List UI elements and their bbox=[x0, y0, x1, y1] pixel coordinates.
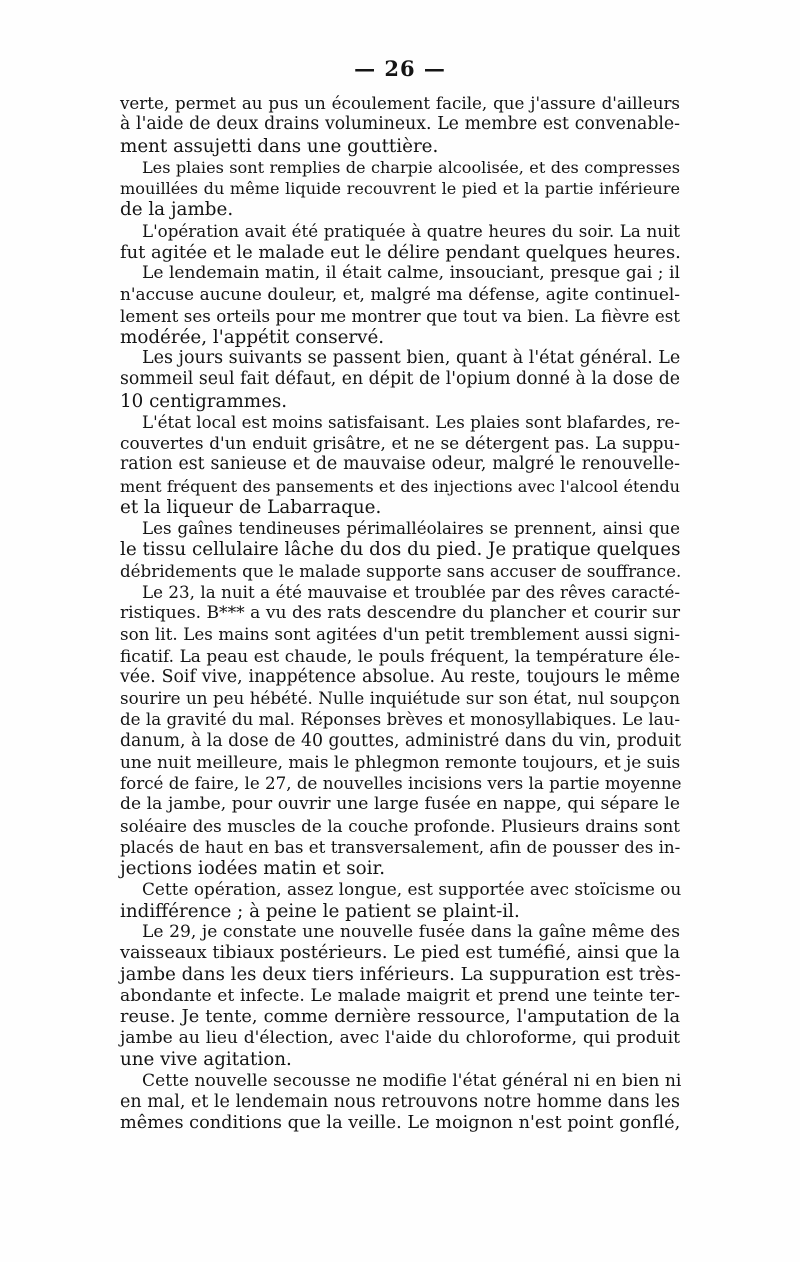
page-number: — 26 — bbox=[354, 56, 446, 81]
text-line: Le lendemain matin, il était calme, insouciant, presque gai ; il bbox=[142, 263, 680, 283]
text-line: modérée, l'appétit conservé. bbox=[120, 326, 385, 348]
text-line: ment fréquent des pansements et des injections avec l'alcool étendu bbox=[120, 476, 680, 496]
text-line: jections iodées matin et soir. bbox=[120, 858, 386, 879]
text-line: danum, à la dose de 40 gouttes, administré dans du vin, produit bbox=[120, 730, 682, 751]
text-line: son lit. Les mains sont agitées d'un petit tremblement aussi signi- bbox=[120, 624, 680, 645]
text-line: jambe au lieu d'élection, avec l'aide du chloroforme, qui produit bbox=[120, 1028, 680, 1048]
text-line: ficatif. La peau est chaude, le pouls fréquent, la température éle- bbox=[120, 645, 680, 666]
text-line: verte, permet au pus un écoulement facile, que j'assure d'ailleurs bbox=[120, 93, 680, 113]
text-line: de la jambe. bbox=[120, 199, 234, 221]
text-line: vée. Soif vive, inappétence absolue. Au reste, toujours le même bbox=[120, 666, 680, 687]
text-line: ment assujetti dans une gouttière. bbox=[120, 135, 439, 157]
text-line: débridements que le malade supporte sans accuser de souffrance. bbox=[120, 560, 682, 581]
text-line: ration est sanieuse et de mauvaise odeur, malgré le renouvelle- bbox=[120, 454, 680, 475]
text-line: mêmes conditions que la veille. Le moignon n'est point gonflé, bbox=[120, 1113, 681, 1133]
text-line: couvertes d'un enduit grisâtre, et ne se détergent pas. La suppu- bbox=[120, 433, 680, 453]
text-line: à l'aide de deux drains volumineux. Le membre est convenable- bbox=[120, 114, 680, 135]
text-line: Le 23, la nuit a été mauvaise et troublée par des rêves caracté- bbox=[142, 581, 680, 602]
text-line: Les jours suivants se passent bien, quant à l'état général. Le bbox=[142, 348, 681, 368]
text-line: une vive agitation. bbox=[120, 1049, 292, 1071]
text-line: L'opération avait été pratiquée à quatre heures du soir. La nuit bbox=[142, 220, 680, 241]
text-line: forcé de faire, le 27, de nouvelles incisions vers la partie moyenne bbox=[120, 773, 682, 793]
text-line: soléaire des muscles de la couche profonde. Plusieurs drains sont bbox=[120, 815, 680, 836]
text-line: mouillées du même liquide recouvrent le pied et la partie inférieure bbox=[120, 179, 680, 198]
text-line: fut agitée et le malade eut le délire pendant quelques heures. bbox=[120, 241, 681, 263]
text-line: et la liqueur de Labarraque. bbox=[120, 496, 382, 518]
text-line: en mal, et le lendemain nous retrouvons notre homme dans les bbox=[120, 1091, 680, 1112]
text-line: sourire un peu hébété. Nulle inquiétude sur son état, nul soupçon bbox=[120, 688, 680, 708]
text-line: de la jambe, pour ouvrir une large fusée en nappe, qui sépare le bbox=[120, 794, 680, 815]
text-line: de la gravité du mal. Réponses brèves et monosyllabiques. Le lau- bbox=[120, 709, 680, 730]
text-line: vaisseaux tibiaux postérieurs. Le pied est tuméfié, ainsi que la bbox=[120, 943, 680, 963]
text-line: le tissu cellulaire lâche du dos du pied. Je pratique quelques bbox=[120, 539, 681, 561]
text-line: Le 29, je constate une nouvelle fusée dans la gaîne même des bbox=[142, 921, 680, 942]
text-line: sommeil seul fait défaut, en dépit de l'opium donné à la dose de bbox=[120, 369, 680, 390]
text-line: L'état local est moins satisfaisant. Les plaies sont blafardes, re- bbox=[142, 411, 680, 432]
text-line: reuse. Je tente, comme dernière ressource, l'amputation de la bbox=[120, 1006, 680, 1027]
text-line: Les gaînes tendineuses périmalléolaires se prennent, ainsi que bbox=[142, 518, 680, 538]
text-line: Cette nouvelle secousse ne modifie l'état général ni en bien ni bbox=[142, 1070, 682, 1091]
text-line: une nuit meilleure, mais le phlegmon remonte toujours, et je suis bbox=[120, 751, 681, 772]
text-line: lement ses orteils pour me montrer que tout va bien. La fièvre est bbox=[120, 305, 680, 326]
text-line: n'accuse aucune douleur, et, malgré ma défense, agite continuel- bbox=[120, 284, 680, 305]
text-line: indifférence ; à peine le patient se plaint-il. bbox=[120, 900, 520, 922]
text-line: 10 centigrammes. bbox=[120, 390, 288, 412]
text-line: placés de haut en bas et transversalement, afin de pousser des in- bbox=[120, 836, 681, 857]
text-line: Les plaies sont remplies de charpie alcoolisée, et des compresses bbox=[142, 157, 680, 177]
text-line: jambe dans les deux tiers inférieurs. La suppuration est très- bbox=[120, 964, 681, 986]
text-line: ristiques. B*** a vu des rats descendre du plancher et courir sur bbox=[120, 603, 680, 623]
text-line: abondante et infecte. Le malade maigrit et prend une teinte ter- bbox=[120, 985, 680, 1006]
text-line: Cette opération, assez longue, est supportée avec stoïcisme ou bbox=[142, 879, 682, 900]
body-text bbox=[120, 93, 680, 1134]
